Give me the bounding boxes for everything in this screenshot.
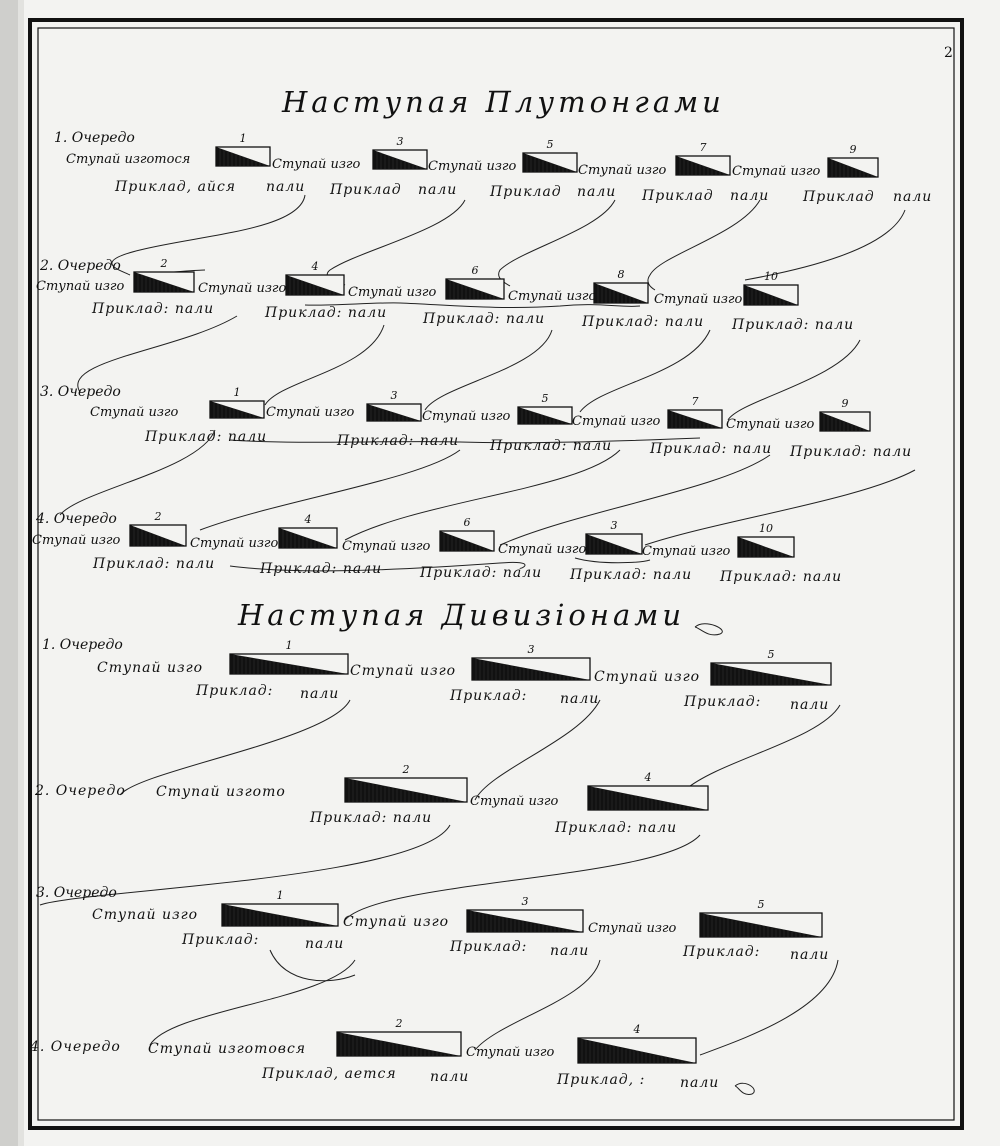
fire-command: Приклад: — [683, 944, 761, 960]
fire-command: Приклад: пали — [92, 301, 215, 317]
plutong-block-number: 3 — [390, 389, 398, 402]
plutong-block-number: 6 — [463, 516, 471, 529]
title-divisions: Наступая Дивизіонами — [238, 598, 686, 632]
fire-command: Приклад: пали — [490, 438, 613, 454]
step-command: Ступай изго — [90, 405, 179, 420]
fire-command: Приклад: пали — [582, 314, 705, 330]
step-command: Ступай изго — [470, 794, 559, 809]
plutong-blocks — [130, 147, 878, 557]
fire-command: Приклад: пали — [337, 433, 460, 449]
row-order-label: 2. Очередо — [35, 783, 126, 799]
row-order-label: 1. Очередо — [54, 130, 135, 146]
step-command: Ступай изго — [578, 163, 667, 178]
plutong-block-number: 3 — [610, 519, 618, 532]
fire-command: пали — [550, 943, 590, 959]
plutong-block-number: 7 — [699, 141, 707, 154]
step-command: Ступай изго — [32, 533, 121, 548]
fire-command: Приклад: пали — [145, 429, 268, 445]
fire-command: Приклад — [803, 189, 875, 205]
fire-command: Приклад: — [684, 694, 762, 710]
row-order-label: 3. Очередо — [36, 885, 117, 901]
division-blocks — [222, 654, 831, 1063]
plutong-block-number: 6 — [471, 264, 479, 277]
step-command: Ступай изго — [198, 281, 287, 296]
fire-command: Приклад: пали — [310, 810, 433, 826]
step-command: Ступай изго — [654, 292, 743, 307]
plutong-block-number: 2 — [154, 510, 162, 523]
plutong-block-number: 9 — [849, 143, 857, 156]
row-order-label: 4. Очередо — [30, 1039, 121, 1055]
step-command: Ступай изго — [588, 921, 677, 936]
plutong-block-number: 5 — [546, 138, 554, 151]
step-command: Ступай изго — [348, 285, 437, 300]
fire-command: Приклад — [330, 182, 402, 198]
step-command: Ступай изго — [272, 157, 361, 172]
step-command: Ступай изго — [466, 1045, 555, 1060]
fire-command: Приклад: — [182, 932, 260, 948]
plutong-block-number: 8 — [617, 268, 625, 281]
fire-command: Приклад: пали — [260, 561, 383, 577]
step-command: Ступай изготося — [66, 152, 191, 167]
fire-command: пали — [430, 1069, 470, 1085]
step-command: Ступай изго — [508, 289, 597, 304]
step-command: Ступай изго — [428, 159, 517, 174]
fire-command: пали — [577, 184, 617, 200]
fire-command: Приклад, : — [557, 1072, 646, 1088]
step-command: Ступай изго — [342, 539, 431, 554]
fire-command: Приклад: пали — [93, 556, 216, 572]
step-command: Ступай изго — [726, 417, 815, 432]
step-command: Ступай изго — [732, 164, 821, 179]
step-command: Ступай изго — [572, 414, 661, 429]
plutong-block-number: 5 — [541, 392, 549, 405]
step-command: Ступай изгото — [156, 784, 286, 800]
division-block-number: 2 — [395, 1017, 403, 1030]
division-block-number: 5 — [757, 898, 765, 911]
row-order-label: 1. Очередо — [42, 637, 123, 653]
fire-command: Приклад: пали — [420, 565, 543, 581]
plutong-block-number: 7 — [691, 395, 699, 408]
fire-command: пали — [893, 189, 933, 205]
step-command: Ступай изго — [594, 669, 701, 685]
plutong-block-number: 1 — [233, 386, 241, 399]
fire-command: пали — [560, 691, 600, 707]
fire-command: Приклад: — [450, 688, 528, 704]
division-block-number: 4 — [644, 771, 652, 784]
fire-command: пали — [266, 179, 306, 195]
fire-command: Приклад: пали — [423, 311, 546, 327]
division-block-number: 3 — [527, 643, 535, 656]
step-command: Ступай изго — [422, 409, 511, 424]
division-block-number: 5 — [767, 648, 775, 661]
step-command: Ступай изготовся — [148, 1041, 307, 1057]
plutong-block-number: 4 — [311, 260, 319, 273]
fire-command: Приклад, ается — [262, 1066, 397, 1082]
fire-command: пали — [680, 1075, 720, 1091]
step-command: Ступай изго — [343, 914, 450, 930]
fire-command: Приклад: пали — [265, 305, 388, 321]
fire-command: пали — [730, 188, 770, 204]
fire-command: Приклад: пали — [732, 317, 855, 333]
division-block-number: 2 — [402, 763, 410, 776]
division-block-number: 4 — [633, 1023, 641, 1036]
fire-command: Приклад — [490, 184, 562, 200]
fire-command: Приклад: пали — [555, 820, 678, 836]
plutong-block-number: 3 — [396, 135, 404, 148]
binding-shadow — [0, 0, 18, 1146]
step-command: Ступай изго — [92, 907, 199, 923]
page-number: 2 — [944, 45, 953, 61]
fire-command: Приклад: пали — [650, 441, 773, 457]
step-command: Ступай изго — [97, 660, 204, 676]
plutong-block-number: 9 — [841, 397, 849, 410]
fire-command: пали — [418, 182, 458, 198]
row-order-label: 3. Очередо — [40, 384, 121, 400]
fire-command: Приклад, айся — [115, 179, 237, 195]
fire-command: Приклад: пали — [720, 569, 843, 585]
row-order-label: 2. Очередо — [40, 258, 121, 274]
plutong-block-number: 10 — [759, 522, 773, 535]
step-command: Ступай изго — [36, 279, 125, 294]
title-plutongs: Наступая Плутонгами — [282, 85, 725, 119]
fire-command: Приклад: пали — [570, 567, 693, 583]
step-command: Ступай изго — [350, 663, 457, 679]
plutong-block-number: 1 — [239, 132, 247, 145]
fire-command: Приклад: — [196, 683, 274, 699]
plutong-block-number: 2 — [160, 257, 168, 270]
plutong-block-number: 4 — [304, 513, 312, 526]
fire-command: Приклад: — [450, 939, 528, 955]
fire-command: Приклад — [642, 188, 714, 204]
step-command: Ступай изго — [190, 536, 279, 551]
row-order-label: 4. Очередо — [36, 511, 117, 527]
fire-command: пали — [305, 936, 345, 952]
division-block-number: 1 — [276, 889, 284, 902]
step-command: Ступай изго — [266, 405, 355, 420]
fire-command: Приклад: пали — [790, 444, 913, 460]
plutong-block-number: 10 — [764, 270, 778, 283]
fire-command: пали — [300, 686, 340, 702]
fire-command: пали — [790, 947, 830, 963]
step-command: Ступай изго — [642, 544, 731, 559]
fire-command: пали — [790, 697, 830, 713]
step-command: Ступай изго — [498, 542, 587, 557]
division-block-number: 3 — [521, 895, 529, 908]
division-block-number: 1 — [285, 639, 293, 652]
